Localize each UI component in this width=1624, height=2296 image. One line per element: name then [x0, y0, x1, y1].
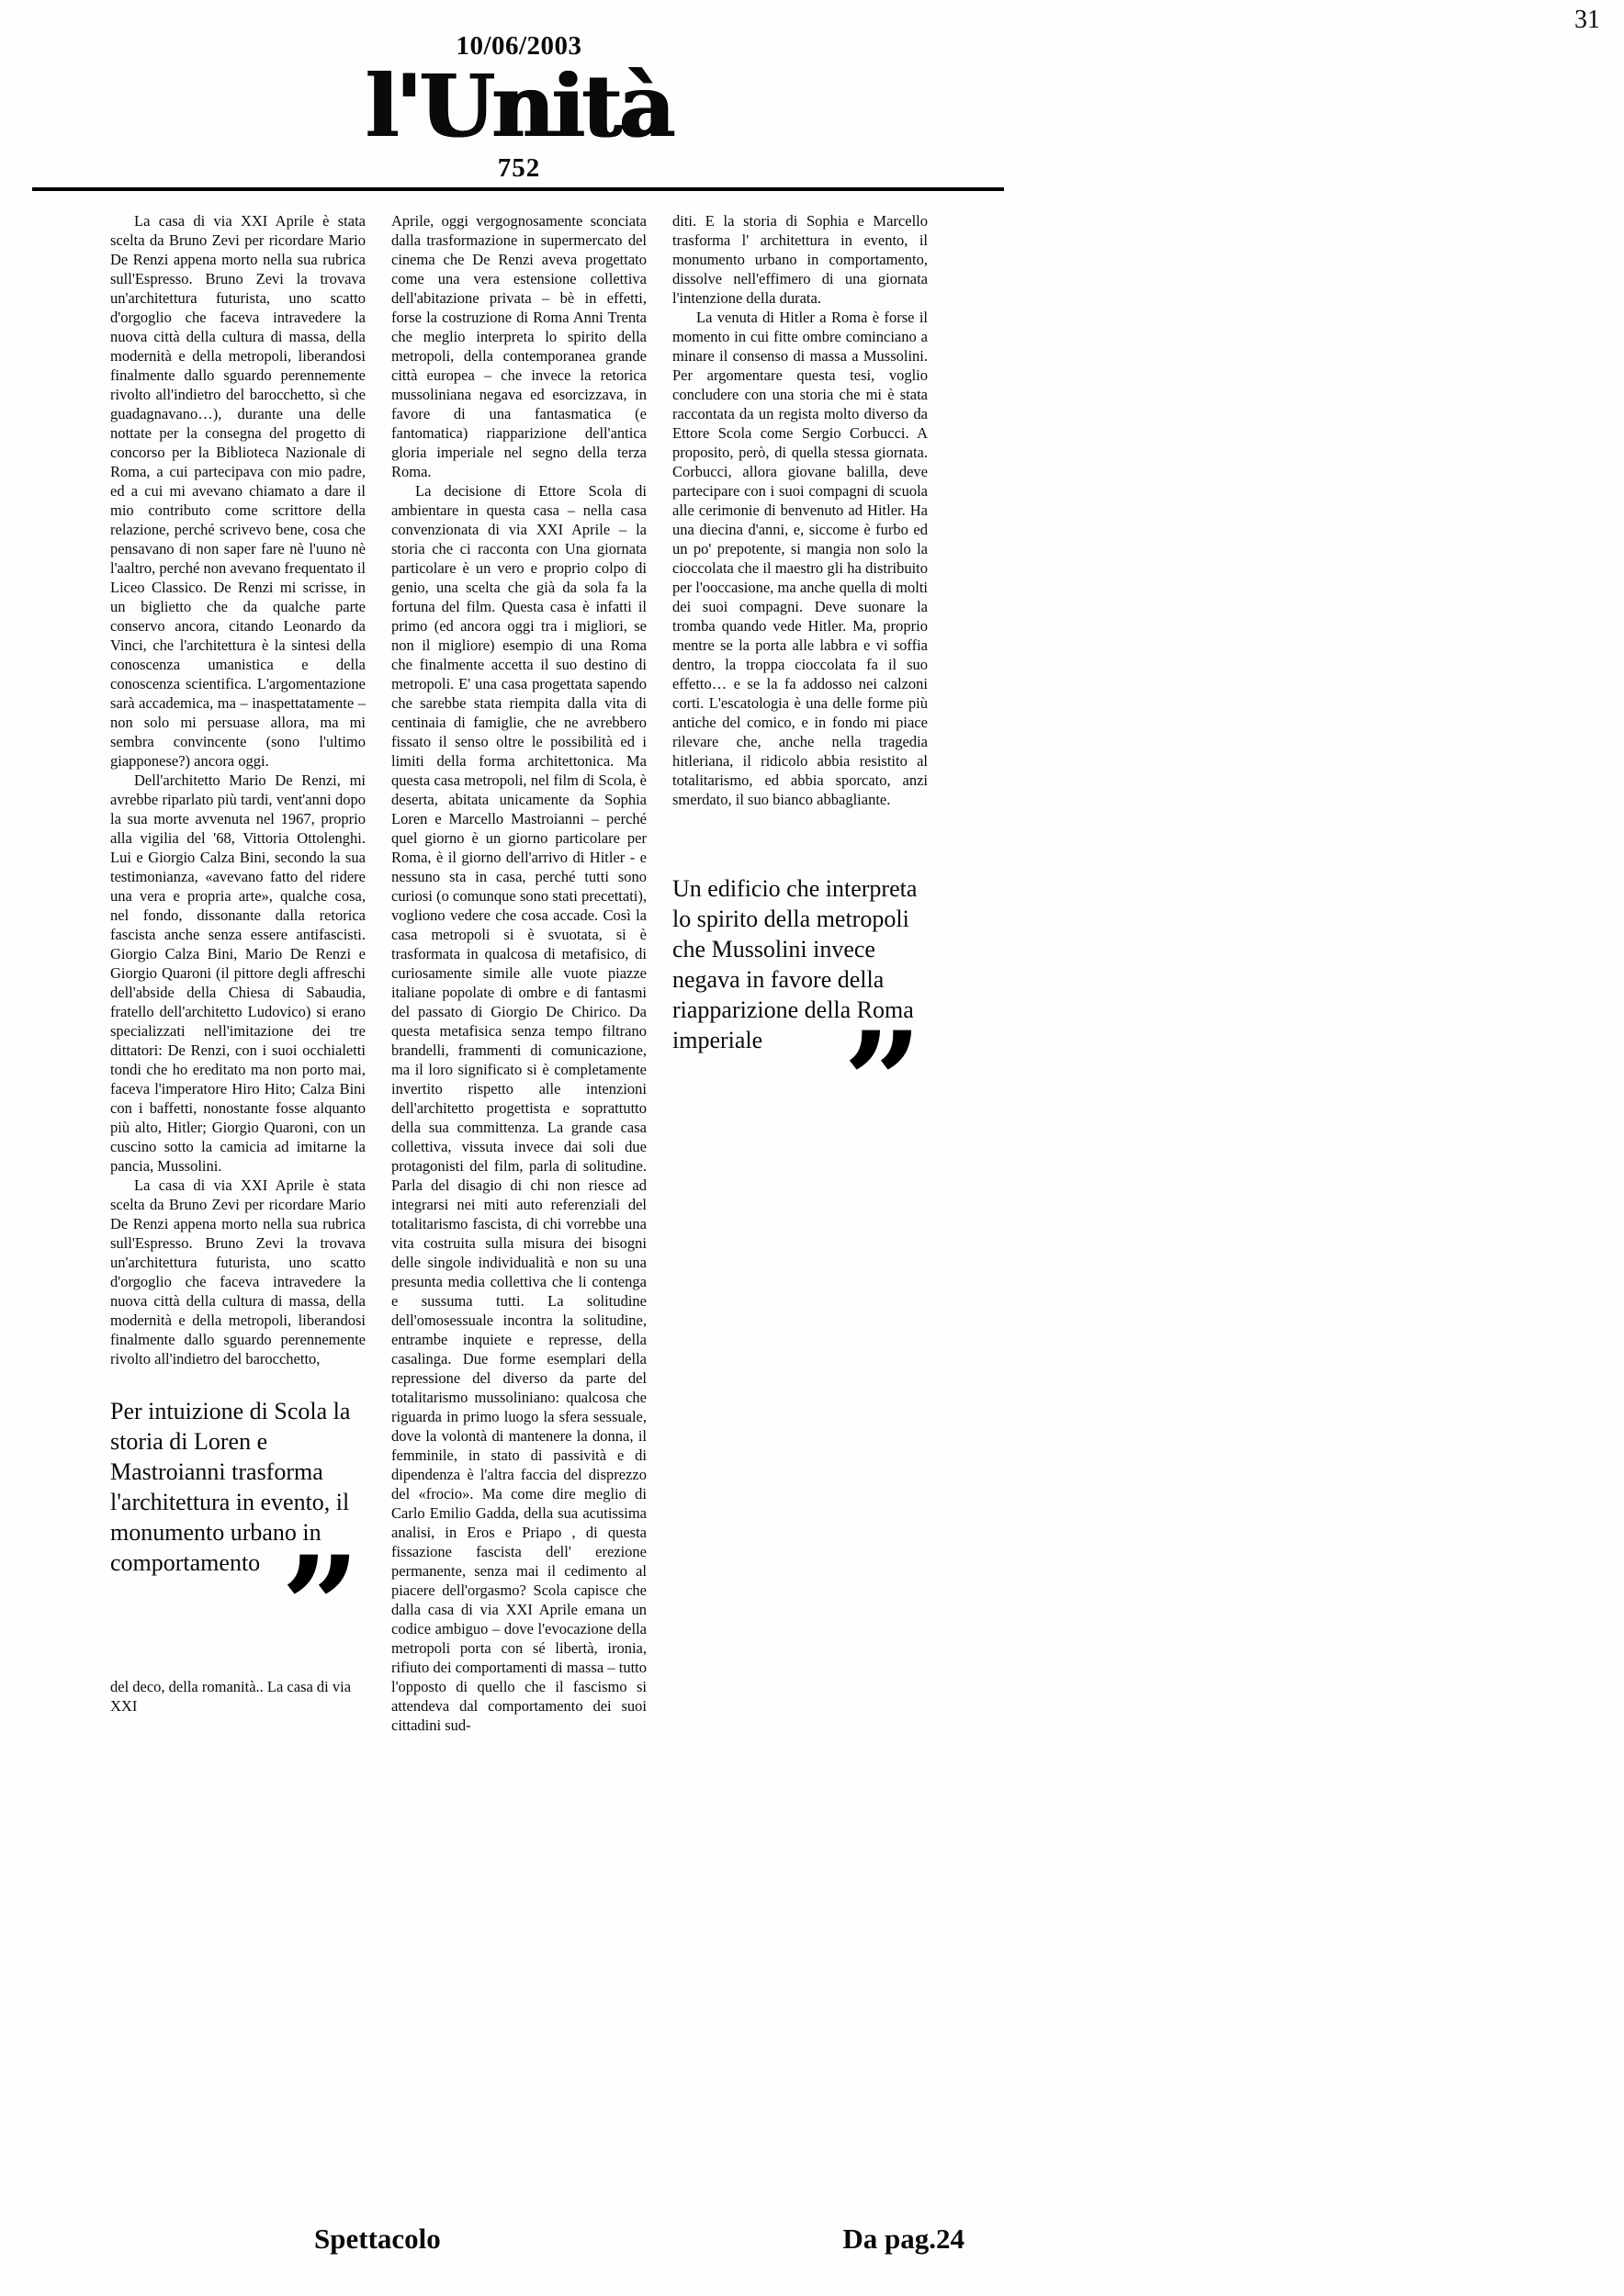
paragraph: del deco, della romanità.. La casa di via XXI	[110, 1678, 352, 1715]
page-number: 31	[1574, 6, 1600, 34]
header-rule	[32, 187, 1004, 191]
pull-quote-text: Un edificio che interpreta lo spirito della metropoli che Mussolini invece negava in favore della riapparizione della Roma imperiale	[672, 875, 918, 1053]
paragraph: diti. E la storia di Sophia e Marcello trasforma l' architettura in evento, il monumento urbano in comportamento, dissolve nell'effimero di una giornata l'intenzione della durata.	[672, 212, 928, 307]
paragraph: La venuta di Hitler a Roma è forse il momento in cui fitte ombre cominciano a minare il consenso di massa a Mussolini. Per argomentare questa tesi, voglio concludere con una storia che mi è stata raccontata da un regista molto diverso da Ettore Scola come Sergio Corbucci. A proposito, però, di quella stessa giornata. Corbucci, allora giovane balilla, deve partecipare con i suoi compagni di scuola alle cerimonie di benvenuto ad Hitler. Ha una diecina d'anni, e, siccome è furbo ed un po' prepotente, si mangia non solo la cioccolata che il maestro gli ha distribuito per l'ooccasione, ma anche quella di molti dei suoi compagni. Deve suonare la tromba quando vede Hitler. Ma, proprio mentre se la porta alle labbra e vi soffia dentro, la troppa cioccolata fa il suo effetto… e se la fa addosso nei calzoni corti. L'escatologia è una delle forme più antiche del comico, e in fondo mi piace rilevare che, anche nella tragedia hitleriana, il ridicolo abbia resistito al totalitarismo, ed abbia sporcato, anzi smerdato, il suo bianco abbagliante.	[672, 309, 928, 808]
quote-marks-icon: ”	[280, 1526, 360, 1688]
paragraph: La decisione di Ettore Scola di ambientare in questa casa – nella casa convenzionata di via XXI Aprile – la storia che ci racconta con Una giornata particolare è un vero e proprio colpo di genio, una scelta che già da sola fa la fortuna del film. Questa casa è infatti il primo (ed ancora oggi tra i migliori, se non il migliore) esempio di una Roma che finalmente accetta il suo destino di metropoli. E' una casa progettata sapendo che sarebbe stata riempita dalla vita di centinaia di famiglie, che ne avrebbero fissato il senso oltre le possibilità ed i limiti della forma architettonica. Ma questa casa metropoli, nel film di Scola, è deserta, abitata unicamente da Sophia Loren e Marcello Mastroianni – perché quel giorno è un giorno particolare per Roma, è il giorno dell'arrivo di Hitler - e nessuno sta in casa, perché tutti sono curiosi (o comunque sono stati precettati), vogliono vedere che cosa accade. Così la casa metropoli si è svuotata, si è trasformata in qualcosa di metafisico, di curiosamente simile alle vuote piazze italiane popolate di ombre e di fantasmi del passato di Giorgio De Chirico. Da questa metafisica senza tempo filtrano brandelli, frammenti di comunicazione, ma il loro significato si è completamente invertito rispetto alle intenzioni dell'architetto progettista e soprattutto della sua committenza. La grande casa collettiva, vissuta invece dai soli due protagonisti del film, parla di solitudine. Parla del disagio di chi non riesce ad integrarsi nei miti auto referenziali del totalitarismo fascista, di chi vorrebbe una vita costruita sulla misura dei bisogni delle singole individualità e non su una presunta media collettiva che li contenga e sussuma tutti. La solitudine dell'omosessuale incontra la solitudine, entrambe inquiete e represse, della casalinga. Due forme esemplari della repressione del diverso da parte del totalitarismo mussoliniano: qualcosa che riguarda in primo luogo la sfera sessuale, dove la volontà di mantenere la donna, il femminile, in stato di passività e di dipendenza è l'altra faccia del disprezzo del «frocio». Ma come dire meglio di Carlo Emilio Gadda, della sua acutissima analisi, in Eros e Priapo , di questa fissazione fascista dell' erezione permanente, senza mai il cedimento al piacere dell'orgasmo? Scola capisce che dalla casa di via XXI Aprile emana un codice ambiguo – dove l'evocazione della metropoli porta con sé libertà, ironia, rifiuto dei comportamenti di massa – tutto l'opposto di quello che il fascismo si attendeva dal comportamento dei suoi cittadini sud-	[391, 482, 647, 1734]
article-column-3	[672, 211, 928, 1735]
article-column-1	[110, 211, 366, 1735]
pull-quote-right	[672, 873, 928, 1164]
paragraph: Aprile, oggi vergognosamente sconciata dalla trasformazione in supermercato del cinema che De Renzi aveva progettato come una vera estensione collettiva dell'abitazione privata – bè in effetti, forse la costruzione di Roma Anni Trenta che meglio interpreta lo spirito della metropoli, della contemporanea grande città europea – che invece la retorica mussoliniana negava ed esorcizzava, in favore di una fantasmatica (e fantomatica) riapparizione dell'antica gloria imperiale nel segno della terza Roma.	[391, 212, 647, 480]
article-body	[110, 211, 928, 1735]
pull-quote-left	[110, 1396, 366, 1688]
masthead	[110, 31, 928, 184]
paragraph: La casa di via XXI Aprile è stata scelta da Bruno Zevi per ricordare Mario De Renzi appena morto nella sua rubrica sull'Espresso. Bruno Zevi la trovava un'architettura futurista, uno scatto d'orgoglio che faceva intravedere la nuova città della cultura di massa, della modernità e della metropoli, liberandosi finalmente dallo sguardo perennemente rivolto all'indietro del barocchetto, sì che guadagnavano…), durante una delle nottate per la consegna del progetto di concorso per la Biblioteca Nazionale di Roma, a cui partecipava con mio padre, ed a cui mi avevano chiamato a dare il mio contributo come scrittore della relazione, perché scrivevo bene, cosa che pensavano di non saper fare nè l'uuno nè l'aaltro, perché non avevano frequentato il Liceo Classico. De Renzi mi scrisse, in un biglietto che da qualche parte conservo ancora, citando Leonardo da Vinci, che l'architettura è la sintesi della conoscenza umanistica e della conoscenza scientifica. L'argomentazione sarà accademica, ma – inaspettatamente – non solo mi persuase allora, ma mi sembra convincente (sono l'ultimo giapponese?) ancora oggi.	[110, 212, 366, 770]
footer-section-label: Spettacolo	[314, 2223, 441, 2255]
pull-quote-text: Per intuizione di Scola la storia di Loren e Mastroianni trasforma l'architettura in evento, il monumento urbano in comportamento	[110, 1398, 351, 1576]
paragraph: La casa di via XXI Aprile è stata scelta da Bruno Zevi per ricordare Mario De Renzi appena morto nella sua rubrica sull'Espresso. Bruno Zevi la trovava un'architettura futurista, uno scatto d'orgoglio che faceva intravedere la nuova città della cultura di massa, della modernità e della metropoli, liberandosi finalmente dallo sguardo perennemente rivolto all'indietro del barocchetto,	[110, 1176, 366, 1367]
issue-date: 10/06/2003	[456, 31, 582, 61]
article-column-2	[391, 211, 647, 1735]
page-footer	[110, 2223, 964, 2268]
quote-marks-icon: ”	[842, 1002, 922, 1164]
masthead-logo: l'Unità	[366, 56, 672, 157]
paragraph: Dell'architetto Mario De Renzi, mi avrebbe riparlato più tardi, vent'anni dopo la sua morte avvenuta nel 1967, proprio alla vigilia del '68, Vittoria Ottolenghi. Lui e Giorgio Calza Bini, secondo la sua testimonianza, «avevano fatto del ridere una vera e propria arte», qualche cosa, nel fondo, dissonante dalla retorica fascista anche senza essere antifascisti. Giorgio Calza Bini, Mario De Renzi e Giorgio Quaroni (il pittore degli affreschi dell'abside della Chiesa di Sabaudia, fratello dell'architetto Ludovico) si erano specializzati nell'imitazione dei tre dittatori: De Renzi, con i suoi occhialetti tondi che ho ereditato ma non porto mai, faceva l'imperatore Hiro Hito; Calza Bini con i baffetti, nonostante fosse alquanto più alto, Hitler; Giorgio Quaroni, con un cuscino sotto la camicia ad imitarne la pancia, Mussolini.	[110, 771, 366, 1175]
issue-number: 752	[497, 153, 541, 183]
footer-continuation-label: Da pag.24	[842, 2223, 964, 2255]
